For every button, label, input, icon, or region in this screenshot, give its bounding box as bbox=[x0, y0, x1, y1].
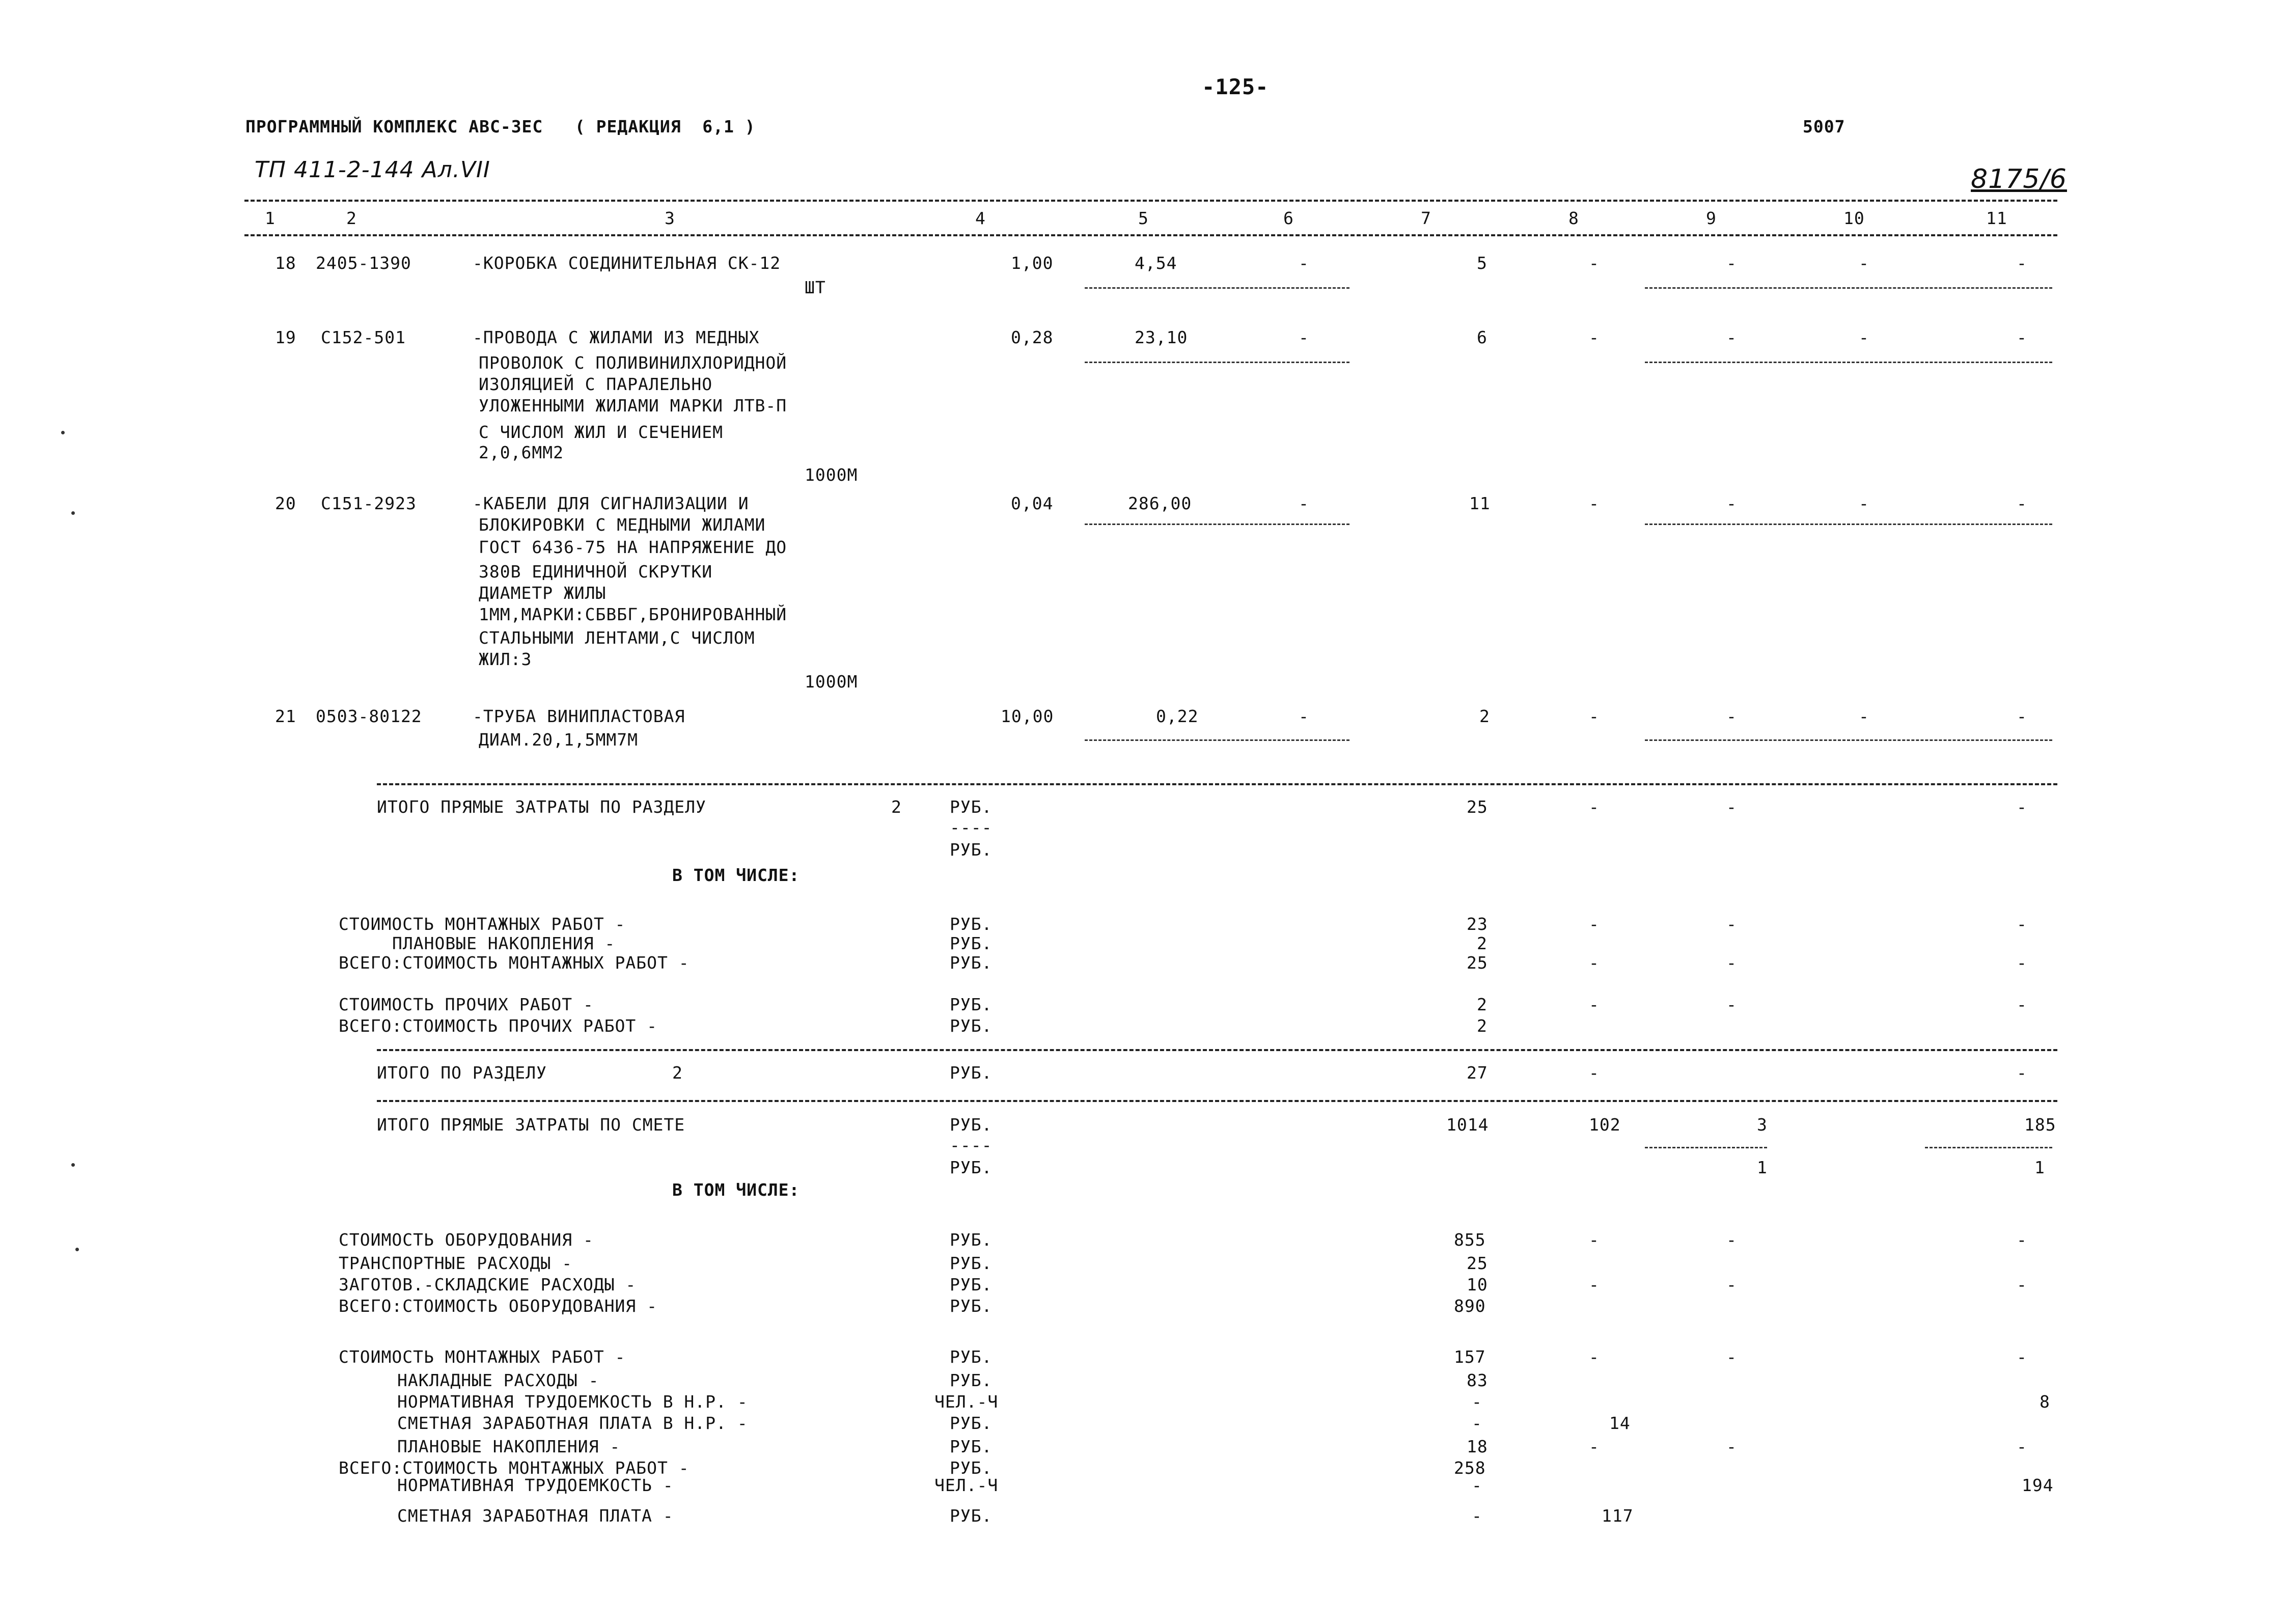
col-11-dash: - bbox=[2017, 1063, 2027, 1083]
summary-line-label: НОРМАТИВНАЯ ТРУДОЕМКОСТЬ В Н.Р. - bbox=[397, 1392, 748, 1412]
row-number: 18 bbox=[275, 253, 296, 273]
summary-line-label: ПЛАНОВЫЕ НАКОПЛЕНИЯ - bbox=[397, 1437, 621, 1456]
col-9-dash: - bbox=[1726, 1230, 1737, 1250]
estimate-total-label: ИТОГО ПРЯМЫЕ ЗАТРАТЫ ПО СМЕТЕ bbox=[377, 1115, 685, 1135]
row-description: 380В ЕДИНИЧНОЙ СКРУТКИ bbox=[479, 562, 713, 582]
row-unit: ШТ bbox=[805, 278, 826, 297]
currency-dash: ---- bbox=[950, 1135, 993, 1155]
currency-label: РУБ. bbox=[950, 840, 993, 860]
col-8-dash: - bbox=[1589, 706, 1600, 726]
price-subline bbox=[1085, 524, 1349, 525]
summary-line-col8: 117 bbox=[1602, 1506, 1634, 1526]
summary-line-unit: РУБ. bbox=[950, 1347, 993, 1367]
summary-line-value: 258 bbox=[1454, 1458, 1486, 1478]
col-11-dash: - bbox=[2017, 797, 2027, 817]
col-9-dash: - bbox=[1726, 914, 1737, 934]
row-description: 1ММ,МАРКИ:СБВБГ,БРОНИРОВАННЫЙ bbox=[479, 604, 787, 624]
col-6-dash: - bbox=[1299, 493, 1309, 513]
summary-line-col11: 8 bbox=[2040, 1392, 2050, 1412]
row-code: С152-501 bbox=[321, 327, 406, 347]
col-10-dash: - bbox=[1859, 327, 1869, 347]
col-11-dash: - bbox=[2017, 953, 2027, 973]
row-number: 19 bbox=[275, 327, 296, 347]
summary-line-value: 855 bbox=[1454, 1230, 1486, 1250]
row-description: СТАЛЬНЫМИ ЛЕНТАМИ,С ЧИСЛОМ bbox=[479, 628, 755, 648]
summary-line-value: 25 bbox=[1467, 953, 1488, 973]
summary-line-col8: 14 bbox=[1609, 1413, 1631, 1433]
col-10-header: 10 bbox=[1843, 208, 1865, 228]
col-9-header: 9 bbox=[1706, 208, 1717, 228]
col-9-dash: - bbox=[1726, 706, 1737, 726]
summary-line-unit: ЧЕЛ.-Ч bbox=[934, 1392, 999, 1412]
price-subline bbox=[1645, 739, 2052, 741]
header-bottom-rule bbox=[244, 234, 2057, 236]
currency-label: РУБ. bbox=[950, 797, 993, 817]
estimate-col9-value: 3 bbox=[1757, 1115, 1768, 1135]
row-quantity: 1,00 bbox=[1011, 253, 1054, 273]
including-label: В ТОМ ЧИСЛЕ: bbox=[672, 1180, 800, 1200]
estimate-col11-value: 185 bbox=[2024, 1115, 2056, 1135]
section-number: 2 bbox=[891, 797, 902, 817]
summary-line-label: СТОИМОСТЬ МОНТАЖНЫХ РАБОТ - bbox=[339, 914, 626, 934]
scan-speck bbox=[71, 1163, 75, 1167]
price-subline bbox=[1645, 524, 2052, 525]
row-code: 2405-1390 bbox=[316, 253, 411, 273]
summary-line-unit: РУБ. bbox=[950, 1370, 993, 1390]
col-11-dash: - bbox=[2017, 253, 2027, 273]
col-3-header: 3 bbox=[665, 208, 675, 228]
row-description: 2,0,6ММ2 bbox=[479, 443, 564, 462]
summary-line-label: СТОИМОСТЬ ОБОРУДОВАНИЯ - bbox=[339, 1230, 594, 1250]
col-11-dash: - bbox=[2017, 1437, 2027, 1456]
sheet-reference: 8175/6 bbox=[1971, 164, 2067, 195]
col-9-dash: - bbox=[1726, 953, 1737, 973]
row-unit: 1000М bbox=[805, 465, 858, 485]
summary-line-unit: РУБ. bbox=[950, 1413, 993, 1433]
price-subline bbox=[1645, 287, 2052, 289]
estimate-total-value: 1014 bbox=[1446, 1115, 1489, 1135]
summary-line-value: 2 bbox=[1477, 1016, 1488, 1036]
row-unit-price: 4,54 bbox=[1135, 253, 1177, 273]
document-code: 5007 bbox=[1803, 117, 1846, 136]
scan-speck bbox=[75, 1248, 79, 1251]
estimate-col11-sub: 1 bbox=[2034, 1158, 2045, 1177]
row-description: ГОСТ 6436-75 НА НАПРЯЖЕНИЕ ДО bbox=[479, 537, 787, 557]
row-total: 11 bbox=[1469, 493, 1491, 513]
row-description: УЛОЖЕННЫМИ ЖИЛАМИ МАРКИ ЛТВ-П bbox=[479, 396, 787, 416]
row-description: -ТРУБА ВИНИПЛАСТОВАЯ bbox=[473, 706, 685, 726]
col-9-dash: - bbox=[1726, 995, 1737, 1014]
col-8-dash: - bbox=[1589, 1347, 1600, 1367]
estimate-subline bbox=[1645, 1147, 1767, 1148]
row-description: ЖИЛ:3 bbox=[479, 649, 532, 669]
col-8-dash: - bbox=[1589, 914, 1600, 934]
summary-line-unit: РУБ. bbox=[950, 1253, 993, 1273]
summary-line-label: ВСЕГО:СТОИМОСТЬ ОБОРУДОВАНИЯ - bbox=[339, 1296, 658, 1316]
col-9-dash: - bbox=[1726, 797, 1737, 817]
col-10-dash: - bbox=[1859, 493, 1869, 513]
col-8-dash: - bbox=[1589, 1230, 1600, 1250]
scan-speck bbox=[61, 431, 65, 434]
summary-line-label: ТРАНСПОРТНЫЕ РАСХОДЫ - bbox=[339, 1253, 573, 1273]
col-9-dash: - bbox=[1726, 327, 1737, 347]
row-quantity: 0,04 bbox=[1011, 493, 1054, 513]
col-5-header: 5 bbox=[1138, 208, 1149, 228]
row-description: БЛОКИРОВКИ С МЕДНЫМИ ЖИЛАМИ bbox=[479, 515, 766, 535]
currency-dash: ---- bbox=[950, 817, 993, 837]
col-6-header: 6 bbox=[1283, 208, 1294, 228]
summary-line-unit: РУБ. bbox=[950, 953, 993, 973]
row-description: -КАБЕЛИ ДЛЯ СИГНАЛИЗАЦИИ И bbox=[473, 493, 749, 513]
section-total-label: ИТОГО ПО РАЗДЕЛУ bbox=[377, 1063, 547, 1083]
summary-line-label: ВСЕГО:СТОИМОСТЬ МОНТАЖНЫХ РАБОТ - bbox=[339, 1458, 690, 1478]
col-8-dash: - bbox=[1589, 1063, 1600, 1083]
row-unit-price: 0,22 bbox=[1156, 706, 1199, 726]
row-code: 0503-80122 bbox=[316, 706, 422, 726]
col-1-header: 1 bbox=[265, 208, 276, 228]
section-total-rule bbox=[377, 1049, 2057, 1051]
col-10-dash: - bbox=[1859, 706, 1869, 726]
col-9-dash: - bbox=[1726, 1275, 1737, 1295]
price-subline bbox=[1645, 362, 2052, 363]
col-10-dash: - bbox=[1859, 253, 1869, 273]
row-description: ИЗОЛЯЦИЕЙ С ПАРАЛЕЛЬНО bbox=[479, 374, 713, 394]
price-subline bbox=[1085, 287, 1349, 289]
summary-line-unit: РУБ. bbox=[950, 1296, 993, 1316]
section-total-value: 27 bbox=[1467, 1063, 1488, 1083]
col-11-dash: - bbox=[2017, 706, 2027, 726]
header-top-rule bbox=[244, 200, 2057, 202]
row-total: 6 bbox=[1477, 327, 1488, 347]
summary-line-value: 23 bbox=[1467, 914, 1488, 934]
price-subline bbox=[1085, 362, 1349, 363]
summary-line-unit: РУБ. bbox=[950, 933, 993, 953]
section-direct-costs-total: 25 bbox=[1467, 797, 1488, 817]
summary-line-unit: РУБ. bbox=[950, 1230, 993, 1250]
summary-line-label: СТОИМОСТЬ МОНТАЖНЫХ РАБОТ - bbox=[339, 1347, 626, 1367]
summary-line-unit: РУБ. bbox=[950, 1437, 993, 1456]
row-total: 5 bbox=[1477, 253, 1488, 273]
col-8-header: 8 bbox=[1568, 208, 1579, 228]
section-total-number: 2 bbox=[672, 1063, 683, 1083]
summary-line-value: 157 bbox=[1454, 1347, 1486, 1367]
row-description: ДИАМ.20,1,5ММ7М bbox=[479, 730, 639, 750]
col-11-header: 11 bbox=[1986, 208, 2007, 228]
summary-line-value: 10 bbox=[1467, 1275, 1488, 1295]
currency-label: РУБ. bbox=[950, 1063, 993, 1083]
estimate-subline bbox=[1925, 1147, 2052, 1148]
col-8-dash: - bbox=[1589, 995, 1600, 1014]
col-11-dash: - bbox=[2017, 1347, 2027, 1367]
row-quantity: 10,00 bbox=[1001, 706, 1054, 726]
scan-speck bbox=[71, 511, 75, 515]
col-8-dash: - bbox=[1589, 327, 1600, 347]
summary-line-value: - bbox=[1472, 1506, 1482, 1526]
col-11-dash: - bbox=[2017, 1230, 2027, 1250]
col-8-dash: - bbox=[1589, 1437, 1600, 1456]
project-reference: ТП 411-2-144 Ал.VII bbox=[255, 157, 490, 183]
col-8-dash: - bbox=[1589, 253, 1600, 273]
summary-line-value: - bbox=[1472, 1413, 1482, 1433]
col-6-dash: - bbox=[1299, 253, 1309, 273]
row-quantity: 0,28 bbox=[1011, 327, 1054, 347]
including-label: В ТОМ ЧИСЛЕ: bbox=[672, 865, 800, 885]
row-description: -КОРОБКА СОЕДИНИТЕЛЬНАЯ СК-12 bbox=[473, 253, 781, 273]
currency-label: РУБ. bbox=[950, 1115, 993, 1135]
summary-line-unit: РУБ. bbox=[950, 1506, 993, 1526]
col-11-dash: - bbox=[2017, 1275, 2027, 1295]
col-4-header: 4 bbox=[975, 208, 986, 228]
summary-line-label: СМЕТНАЯ ЗАРАБОТНАЯ ПЛАТА В Н.Р. - bbox=[397, 1413, 748, 1433]
summary-line-unit: РУБ. bbox=[950, 1458, 993, 1478]
col-11-dash: - bbox=[2017, 493, 2027, 513]
col-7-header: 7 bbox=[1421, 208, 1431, 228]
summary-line-unit: РУБ. bbox=[950, 914, 993, 934]
summary-line-value: 18 bbox=[1467, 1437, 1488, 1456]
summary-line-value: 83 bbox=[1467, 1370, 1488, 1390]
summary-line-label: НОРМАТИВНАЯ ТРУДОЕМКОСТЬ - bbox=[397, 1475, 674, 1495]
col-9-dash: - bbox=[1726, 493, 1737, 513]
col-8-dash: - bbox=[1589, 1275, 1600, 1295]
summary-line-label: ВСЕГО:СТОИМОСТЬ МОНТАЖНЫХ РАБОТ - bbox=[339, 953, 690, 973]
summary-line-label: ПЛАНОВЫЕ НАКОПЛЕНИЯ - bbox=[392, 933, 616, 953]
col-9-dash: - bbox=[1726, 1347, 1737, 1367]
estimate-col8-value: 102 bbox=[1589, 1115, 1621, 1135]
program-title: ПРОГРАММНЫЙ КОМПЛЕКС АВС-ЗЕС ( РЕДАКЦИЯ 6,1 ) bbox=[245, 117, 756, 136]
col-8-dash: - bbox=[1589, 797, 1600, 817]
summary-line-value: 890 bbox=[1454, 1296, 1486, 1316]
summary-line-value: 2 bbox=[1477, 933, 1488, 953]
summary-line-label: НАКЛАДНЫЕ РАСХОДЫ - bbox=[397, 1370, 599, 1390]
row-unit-price: 23,10 bbox=[1135, 327, 1188, 347]
currency-label: РУБ. bbox=[950, 1158, 993, 1177]
col-2-header: 2 bbox=[346, 208, 357, 228]
summary-line-unit: РУБ. bbox=[950, 1016, 993, 1036]
row-total: 2 bbox=[1479, 706, 1490, 726]
summary-line-value: - bbox=[1472, 1392, 1482, 1412]
row-code: С151-2923 bbox=[321, 493, 417, 513]
col-11-dash: - bbox=[2017, 327, 2027, 347]
col-9-dash: - bbox=[1726, 253, 1737, 273]
col-8-dash: - bbox=[1589, 953, 1600, 973]
col-8-dash: - bbox=[1589, 493, 1600, 513]
col-6-dash: - bbox=[1299, 706, 1309, 726]
estimate-col9-sub: 1 bbox=[1757, 1158, 1768, 1177]
section-direct-costs-label: ИТОГО ПРЯМЫЕ ЗАТРАТЫ ПО РАЗДЕЛУ bbox=[377, 797, 706, 817]
section-rule bbox=[377, 783, 2057, 785]
col-9-dash: - bbox=[1726, 1437, 1737, 1456]
summary-line-label: ЗАГОТОВ.-СКЛАДСКИЕ РАСХОДЫ - bbox=[339, 1275, 637, 1295]
summary-line-label: СМЕТНАЯ ЗАРАБОТНАЯ ПЛАТА - bbox=[397, 1506, 674, 1526]
summary-line-col11: 194 bbox=[2022, 1475, 2054, 1495]
col-6-dash: - bbox=[1299, 327, 1309, 347]
row-description: ДИАМЕТР ЖИЛЫ bbox=[479, 583, 607, 603]
summary-line-unit: ЧЕЛ.-Ч bbox=[934, 1475, 999, 1495]
row-number: 21 bbox=[275, 706, 296, 726]
summary-line-label: СТОИМОСТЬ ПРОЧИХ РАБОТ - bbox=[339, 995, 594, 1014]
row-unit-price: 286,00 bbox=[1128, 493, 1192, 513]
summary-line-label: ВСЕГО:СТОИМОСТЬ ПРОЧИХ РАБОТ - bbox=[339, 1016, 658, 1036]
col-11-dash: - bbox=[2017, 995, 2027, 1014]
page-number: -125- bbox=[1202, 74, 1269, 99]
summary-line-unit: РУБ. bbox=[950, 1275, 993, 1295]
col-11-dash: - bbox=[2017, 914, 2027, 934]
row-description: -ПРОВОДА С ЖИЛАМИ ИЗ МЕДНЫХ bbox=[473, 327, 760, 347]
row-number: 20 bbox=[275, 493, 296, 513]
row-description: С ЧИСЛОМ ЖИЛ И СЕЧЕНИЕМ bbox=[479, 422, 723, 442]
summary-line-unit: РУБ. bbox=[950, 995, 993, 1014]
row-description: ПРОВОЛОК С ПОЛИВИНИЛХЛОРИДНОЙ bbox=[479, 353, 787, 373]
estimate-total-rule bbox=[377, 1100, 2057, 1102]
summary-line-value: 25 bbox=[1467, 1253, 1488, 1273]
row-unit: 1000М bbox=[805, 672, 858, 692]
summary-line-value: 2 bbox=[1477, 995, 1488, 1014]
summary-line-value: - bbox=[1472, 1475, 1482, 1495]
price-subline bbox=[1085, 739, 1349, 741]
